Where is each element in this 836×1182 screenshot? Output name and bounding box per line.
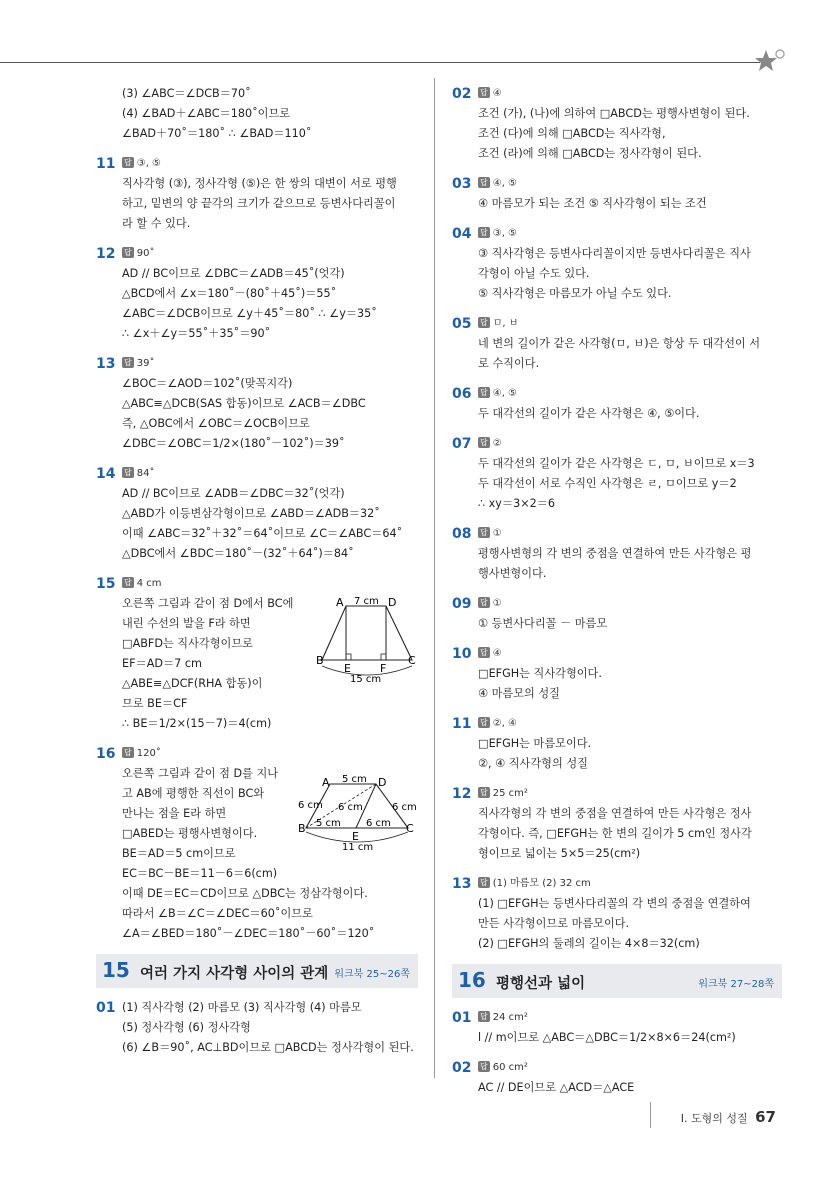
explanation-line: (1) □EFGH는 등변사다리꼴의 각 변의 중점을 연결하여 [478,897,751,910]
explanation-line: ∴ ∠x＋∠y＝55˚＋35˚＝90˚ [122,327,271,340]
problem-number: 13 [452,876,472,892]
chapter-title: Ⅰ. 도형의 성질 [680,1112,748,1125]
answer-badge: 답 [124,158,132,167]
answer-value: 60 cm² [492,1062,528,1073]
explanation-line: EF＝AD＝7 cm [122,657,202,670]
answer-item [452,314,782,374]
explanation-line: 조건 (라)에 의해 □ABCD는 정사각형이 된다. [478,147,702,160]
problem-number: 03 [452,176,472,192]
answer-line [478,784,782,804]
section-header [96,954,418,988]
answer-item [96,464,418,564]
problem-number: 15 [96,576,116,592]
explanation-line: △ABC≡△DCB(SAS 합동)이므로 ∠ACB＝∠DBC [122,397,366,410]
label-side-5: 6 cm [366,818,391,829]
explanation-line: ③ 직사각형은 등변사다리꼴이지만 등변사다리꼴은 직사 [478,247,751,260]
problem-number: 01 [96,1000,116,1016]
problem-number: 11 [452,716,472,732]
workbook-reference: 워크북 27~28쪽 [698,979,774,990]
explanation-line: □EFGH는 마름모이다. [478,737,592,750]
explanation-line: AD // BC이므로 ∠ADB＝∠DBC＝32˚(엇각) [122,487,345,500]
explanation-line: AD // BC이므로 ∠DBC＝∠ADB＝45˚(엇각) [122,267,345,280]
label-E: E [352,830,359,843]
problem-number: 13 [96,356,116,372]
answer-value: ④ [492,88,502,99]
label-bottom-length: 11 cm [342,842,374,853]
explanation-line: ① 등변사다리꼴 － 마름모 [478,617,608,630]
label-C: C [406,822,414,835]
answer-line [478,714,782,734]
answer-badge: 답 [480,718,488,727]
label-A: A [322,776,330,789]
answer-item [452,434,782,514]
answer-item [452,784,782,864]
explanation-line: ∴ BE＝1/2×(15－7)＝4(cm) [122,717,272,730]
answer-value: (1) 마름모 (2) 32 cm [492,878,591,889]
answer-line [122,244,418,264]
explanation-line: 두 대각선이 서로 수직인 사각형은 ㄹ, ㅁ이므로 y＝2 [478,477,737,490]
column-divider [434,78,435,1078]
explanation-line: ∠A＝∠BED＝180˚－∠DEC＝180˚－60˚＝120˚ [122,927,375,940]
problem-number: 07 [452,436,472,452]
label-side-1: 6 cm [298,800,323,811]
explanation-line: (3) ∠ABC＝∠DCB＝70˚ [122,87,251,100]
explanation-line: □EFGH는 직사각형이다. [478,667,602,680]
explanation-line: ⑤ 직사각형은 마름모가 아닐 수도 있다. [478,287,672,300]
star-icon [752,46,788,76]
section-title: 평행선과 넓이 [496,976,586,992]
answer-item [96,998,418,1058]
label-side-4: 5 cm [316,818,341,829]
label-bottom-length: 15 cm [350,674,382,685]
answer-line [478,524,782,544]
problem-number: 02 [452,86,472,102]
answer-badge: 답 [480,388,488,397]
problem-number: 14 [96,466,116,482]
problem-number: 12 [96,246,116,262]
label-F: F [380,662,387,675]
problem-number: 04 [452,226,472,242]
explanation-line: 조건 (다)에 의해 □ABCD는 직사각형, [478,127,666,140]
explanation-line: 평행사변형의 각 변의 중점을 연결하여 만든 사각형은 평 [478,547,752,560]
label-D: D [378,776,387,789]
explanation-line: 행사변형이다. [478,567,547,580]
explanation-line: 직사각형의 각 변의 중점을 연결하여 만든 사각형은 정사 [478,807,752,820]
explanation-line: 오른쪽 그림과 같이 점 D를 지나 [122,767,279,780]
explanation-line: △ABD가 이등변삼각형이므로 ∠ABD＝∠ADB＝32˚ [122,507,380,520]
explanation-line: 각형이 아닐 수도 있다. [478,267,590,280]
label-A: A [336,596,344,609]
answer-line [478,434,782,454]
explanation-line: ∴ xy＝3×2＝6 [478,497,556,510]
explanation-line: ∠BAD＋70˚＝180˚ ∴ ∠BAD＝110˚ [122,127,312,140]
explanation-line: 므로 BE＝CF [122,697,188,710]
explanation-line: 고 AB에 평행한 직선이 BC와 [122,787,265,800]
problem-number: 02 [452,1060,472,1076]
answer-line [122,574,418,594]
label-B: B [298,822,306,835]
explanation-line: □ABFD는 직사각형이므로 [122,637,253,650]
answer-badge: 답 [480,1012,488,1021]
label-side-2: 6 cm [338,802,363,813]
section-number: 15 [102,958,130,982]
explanation-line: ②, ④ 직사각형의 성질 [478,757,588,770]
answer-line [478,314,782,334]
explanation-line: 네 변의 길이가 같은 사각형(ㅁ, ㅂ)은 항상 두 대각선이 서 [478,337,761,350]
answer-value: 84˚ [136,468,155,479]
answer-item [452,384,782,424]
problem-number: 01 [452,1010,472,1026]
answer-item [96,354,418,454]
label-side-3: 6 cm [392,802,417,813]
explanation-line: 라 할 수 있다. [122,217,191,230]
explanation-line: BE＝AD＝5 cm이므로 [122,847,236,860]
answer-item [452,1058,782,1098]
explanation-line: △DBC에서 ∠BDC＝180˚－(32˚＋64˚)＝84˚ [122,547,354,560]
answer-badge: 답 [124,358,132,367]
answer-value: 24 cm² [492,1012,528,1023]
explanation-line: ④ 마름모의 성질 [478,687,560,700]
answer-line [478,384,782,404]
answer-badge: 답 [480,228,488,237]
answer-item [452,1008,782,1048]
answer-line [122,744,418,764]
left-column [96,84,418,1068]
trapezoid-figure [316,594,420,686]
answer-value: ② [492,438,502,449]
answer-value: ㅁ, ㅂ [492,318,519,329]
explanation-line: 만든 사각형이므로 마름모이다. [478,917,630,930]
explanation-line: 직사각형 (③), 정사각형 (⑤)은 한 쌍의 대변이 서로 평행 [122,177,397,190]
label-C: C [408,654,416,667]
answer-badge: 답 [480,318,488,327]
answer-value: 25 cm² [492,788,528,799]
explanation-line: 두 대각선의 길이가 같은 사각형은 ④, ⑤이다. [478,407,700,420]
explanation-line: ∠DBC＝∠OBC＝1/2×(180˚－102˚)＝39˚ [122,437,345,450]
explanation-line: (5) 정사각형 (6) 정사각형 [122,1021,251,1034]
explanation-line: (1) 직사각형 (2) 마름모 (3) 직사각형 (4) 마름모 [122,1001,362,1014]
answer-value: ④, ⑤ [492,388,518,399]
explanation-line: ④ 마름모가 되는 조건 ⑤ 직사각형이 되는 조건 [478,197,707,210]
answer-item [452,874,782,954]
answer-item [96,244,418,344]
answer-line [122,354,418,374]
explanation-line: 각형이다. 즉, □EFGH는 한 변의 길이가 5 cm인 정사각 [478,827,752,840]
right-column [452,84,782,1108]
problem-number: 09 [452,596,472,612]
explanation-line: EC＝BC－BE＝11－6＝6(cm) [122,867,278,880]
problem-number: 16 [96,746,116,762]
workbook-reference: 워크북 25~26쪽 [334,969,410,980]
explanation-line: 두 대각선의 길이가 같은 사각형은 ㄷ, ㅁ, ㅂ이므로 x＝3 [478,457,755,470]
answer-value: ②, ④ [492,718,518,729]
explanation-line: 만나는 점을 E라 하면 [122,807,227,820]
label-E: E [344,662,351,675]
problem-number: 10 [452,646,472,662]
answer-badge: 답 [480,1062,488,1071]
explanation-line: 이때 DE＝EC＝CD이므로 △DBC는 정삼각형이다. [122,887,368,900]
answer-item [96,84,418,144]
answer-badge: 답 [480,598,488,607]
explanation-line: 조건 (가), (나)에 의하여 □ABCD는 평행사변형이 된다. [478,107,750,120]
page-number: 67 [755,1108,776,1126]
explanation-line: □ABED는 평행사변형이다. [122,827,258,840]
answer-line [478,874,782,894]
answer-line [478,644,782,664]
answer-badge: 답 [480,88,488,97]
answer-line [478,84,782,104]
answer-badge: 답 [124,248,132,257]
answer-value: 120˚ [136,748,161,759]
explanation-line: l // m이므로 △ABC＝△DBC＝1/2×8×6＝24(cm²) [478,1031,736,1044]
answer-line [478,174,782,194]
answer-value: ③, ⑤ [136,158,162,169]
explanation-line: 따라서 ∠B＝∠C＝∠DEC＝60˚이므로 [122,907,313,920]
answer-line [478,1008,782,1028]
answer-value: 90˚ [136,248,155,259]
answer-badge: 답 [480,648,488,657]
explanation-line: (4) ∠BAD＋∠ABC＝180˚이므로 [122,107,291,120]
answer-value: ④, ⑤ [492,178,518,189]
explanation-line: 하고, 밑변의 양 끝각의 크기가 같으므로 등변사다리꼴이 [122,197,396,210]
section-title: 여러 가지 사각형 사이의 관계 [140,966,329,982]
explanation-line: AC // DE이므로 △ACD＝△ACE [478,1081,635,1094]
answer-value: 4 cm [136,578,162,589]
answer-value: ① [492,598,502,609]
answer-line [478,224,782,244]
answer-badge: 답 [480,528,488,537]
answer-line [478,1058,782,1078]
footer-divider [650,1102,651,1128]
answer-badge: 답 [124,468,132,477]
answer-item [452,714,782,774]
answer-badge: 답 [480,878,488,887]
answer-item [452,174,782,214]
explanation-line: 형이므로 넓이는 5×5＝25(cm²) [478,847,641,860]
label-B: B [316,654,324,667]
answer-value: ① [492,528,502,539]
problem-number: 05 [452,316,472,332]
parallelogram-figure [296,770,420,854]
explanation-line: △ABE≡△DCF(RHA 합동)이 [122,677,263,690]
section-number: 16 [458,968,486,992]
problem-number: 06 [452,386,472,402]
answer-line [122,154,418,174]
explanation-line: 내린 수선의 발을 F라 하면 [122,617,251,630]
explanation-line: ∠BOC＝∠AOD＝102˚(맞꼭지각) [122,377,293,390]
explanation-line: △BCD에서 ∠x＝180˚－(80˚＋45˚)＝55˚ [122,287,337,300]
explanation-line: 로 수직이다. [478,357,540,370]
problem-number: 12 [452,786,472,802]
explanation-line: 이때 ∠ABC＝32˚＋32˚＝64˚이므로 ∠C＝∠ABC＝64˚ [122,527,403,540]
label-top-length: 5 cm [342,774,367,785]
answer-badge: 답 [124,748,132,757]
label-top-length: 7 cm [354,596,379,607]
answer-badge: 답 [124,578,132,587]
answer-item [452,224,782,304]
answer-item [96,154,418,234]
explanation-line: (6) ∠B＝90˚, AC⊥BD이므로 □ABCD는 정사각형이 된다. [122,1041,414,1054]
answer-value: 39˚ [136,358,155,369]
explanation-line: 오른쪽 그림과 같이 점 D에서 BC에 [122,597,294,610]
answer-badge: 답 [480,438,488,447]
explanation-line: 즉, △OBC에서 ∠OBC＝∠OCB이므로 [122,417,310,430]
explanation-line: ∠ABC＝∠DCB이므로 ∠y＋45˚＝80˚ ∴ ∠y＝35˚ [122,307,377,320]
answer-value: ④ [492,648,502,659]
answer-item [452,644,782,704]
problem-number: 11 [96,156,116,172]
answer-badge: 답 [480,788,488,797]
answer-item [452,84,782,164]
answer-item [452,524,782,584]
answer-line [478,594,782,614]
answer-item [452,594,782,634]
answer-line [122,464,418,484]
page-footer [681,1108,776,1126]
explanation-line: (2) □EFGH의 둘레의 길이는 4×8＝32(cm) [478,937,700,950]
answer-value: ③, ⑤ [492,228,518,239]
answer-badge: 답 [480,178,488,187]
section-header [452,964,782,998]
label-D: D [388,596,397,609]
problem-number: 08 [452,526,472,542]
top-rule [0,62,760,63]
